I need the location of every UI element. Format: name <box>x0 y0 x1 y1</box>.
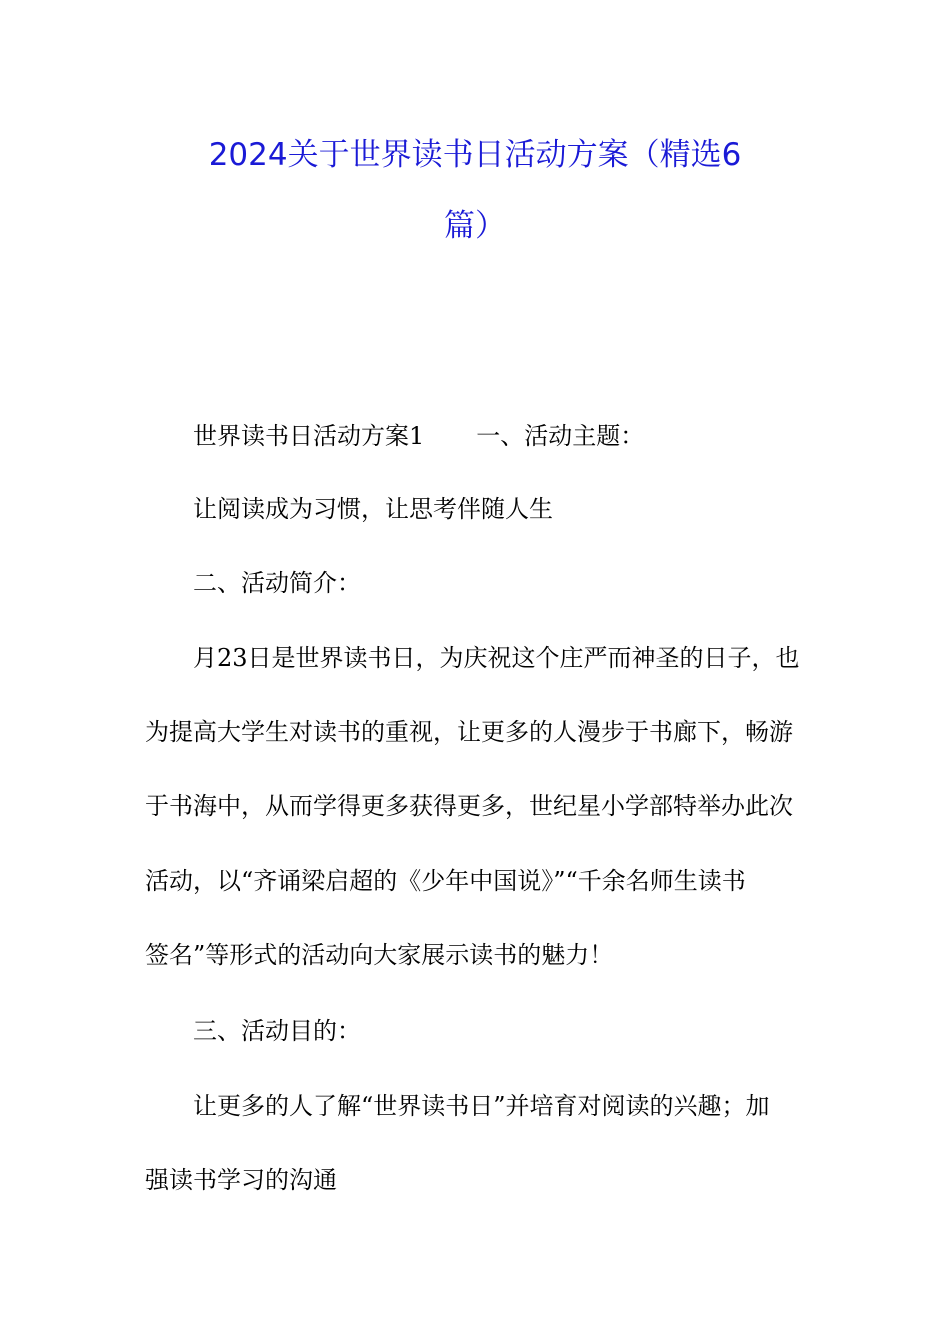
document-title-line-1: 2024关于世界读书日活动方案（精选6 <box>208 137 742 173</box>
intro-line-1: 月23日是世界读书日，为庆祝这个庄严而神圣的日子，也 <box>193 644 800 672</box>
intro-line-3: 于书海中，从而学得更多获得更多，世纪星小学部特举办此次 <box>145 792 793 820</box>
document-title-line-2: 篇） <box>444 208 506 244</box>
purpose-line-2: 强读书学习的沟通 <box>145 1166 337 1194</box>
section-name: 世界读书日活动方案1 <box>193 422 425 450</box>
intro-line-4: 活动，以“齐诵梁启超的《少年中国说》”“千余名师生读书 <box>145 867 746 895</box>
heading-theme: 一、活动主题： <box>476 422 645 450</box>
heading-purpose: 三、活动目的： <box>193 1017 361 1045</box>
theme-text: 让阅读成为习惯，让思考伴随人生 <box>193 495 553 523</box>
heading-intro: 二、活动简介： <box>193 569 361 597</box>
intro-line-5: 签名”等形式的活动向大家展示读书的魅力！ <box>145 941 614 969</box>
purpose-line-1: 让更多的人了解“世界读书日”并培育对阅读的兴趣；加 <box>193 1092 770 1120</box>
section-heading-row <box>193 416 858 456</box>
intro-line-2: 为提高大学生对读书的重视，让更多的人漫步于书廊下，畅游 <box>145 718 793 746</box>
